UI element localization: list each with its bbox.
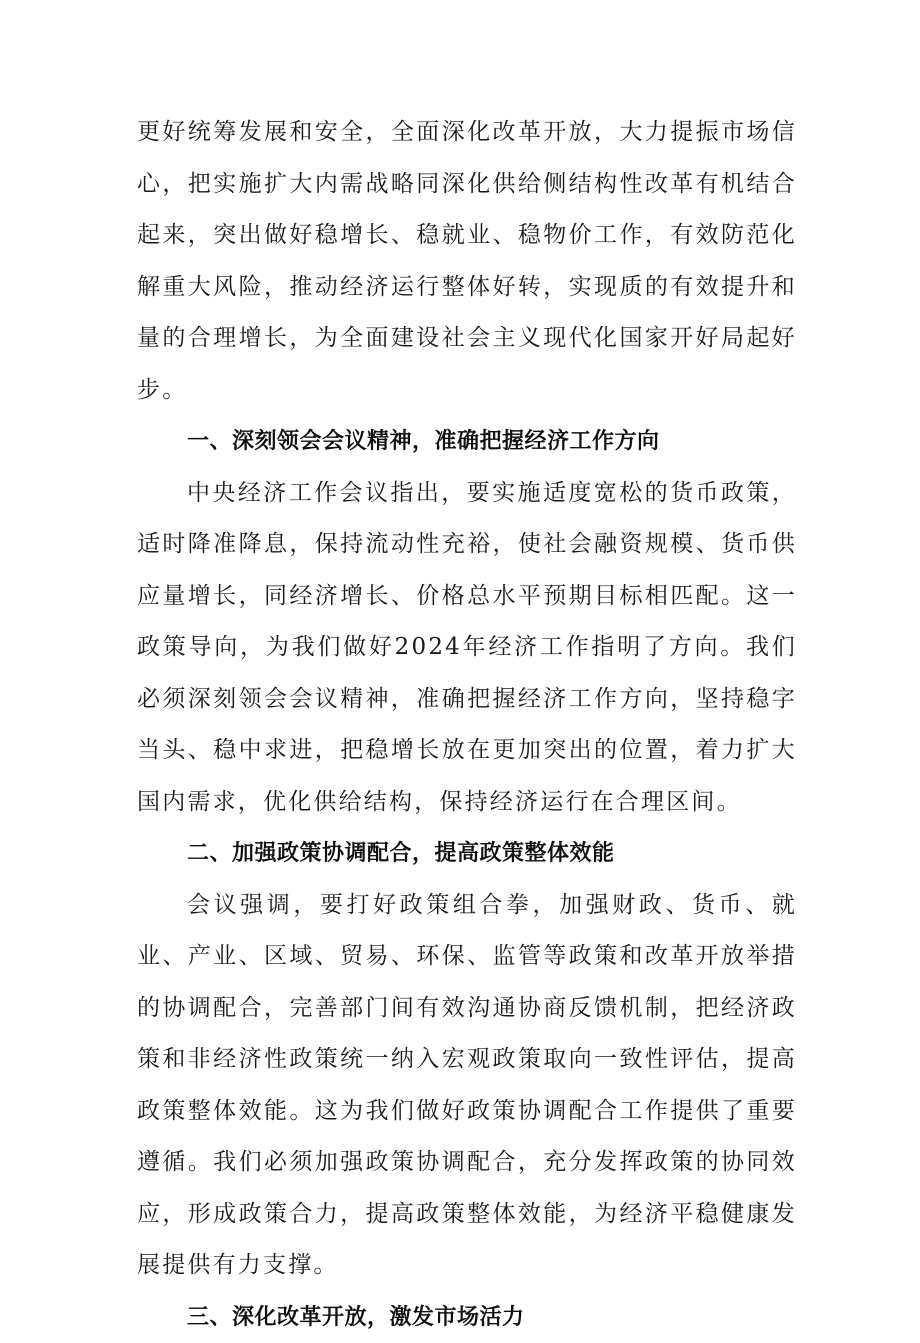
intro-paragraph: 更好统筹发展和安全，全面深化改革开放，大力提振市场信心，把实施扩大内需战略同深化供给侧结构性改革有机结合起来，突出做好稳增长、稳就业、稳物价工作，有效防范化解重大风险，推动经济运行整体好转，实现质的有效提升和量的合理增长，为全面建设社会主义现代化国家开好局起好步。: [137, 107, 797, 416]
document-body: [137, 107, 797, 1343]
section-1-paragraph: 中央经济工作会议指出，要实施适度宽松的货币政策，适时降准降息，保持流动性充裕，使社会融资规模、货币供应量增长，同经济增长、价格总水平预期目标相匹配。这一政策导向，为我们做好2024年经济工作指明了方向。我们必须深刻领会会议精神，准确把握经济工作方向，坚持稳字当头、稳中求进，把稳增长放在更加突出的位置，着力扩大国内需求，优化供给结构，保持经济运行在合理区间。: [137, 468, 797, 829]
section-2-heading: 二、加强政策协调配合，提高政策整体效能: [137, 828, 797, 880]
section-2-paragraph: 会议强调，要打好政策组合拳，加强财政、货币、就业、产业、区域、贸易、环保、监管等政策和改革开放举措的协调配合，完善部门间有效沟通协商反馈机制，把经济政策和非经济性政策统一纳入宏观政策取向一致性评估，提高政策整体效能。这为我们做好政策协调配合工作提供了重要遵循。我们必须加强政策协调配合，充分发挥政策的协同效应，形成政策合力，提高政策整体效能，为经济平稳健康发展提供有力支撑。: [137, 880, 797, 1292]
section-1-heading: 一、深刻领会会议精神，准确把握经济工作方向: [137, 416, 797, 468]
section-3-heading: 三、深化改革开放，激发市场活力: [137, 1292, 797, 1343]
